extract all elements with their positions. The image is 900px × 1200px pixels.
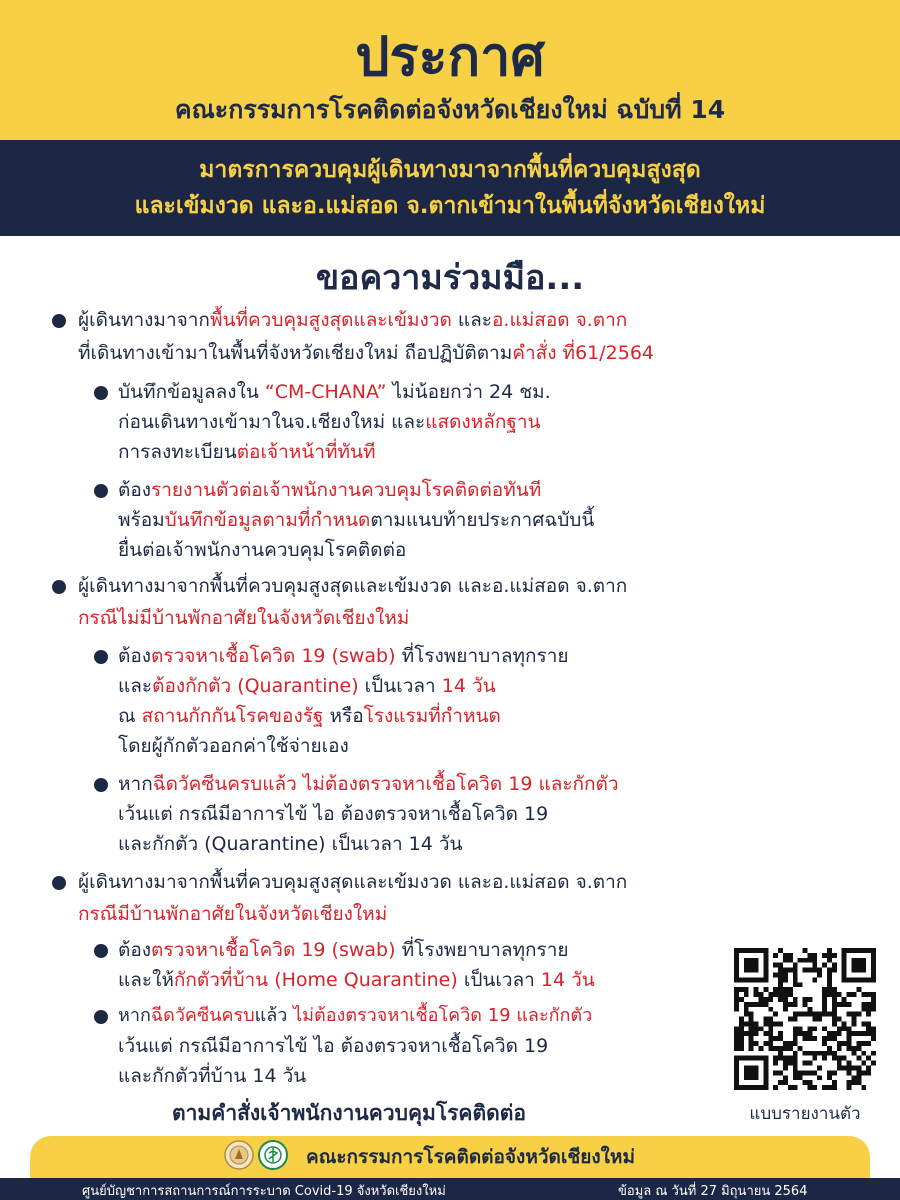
section1-sub1-line3 [118,438,376,466]
text: และให้ [118,969,174,991]
highlight: บันทึกข้อมูลตามที่กำหนด [164,509,371,531]
text: ที่โรงพยาบาลทุกราย [395,645,569,667]
section1-line2 [78,339,654,367]
section2-sub1-line2 [118,672,496,700]
section1-sub2-line3: ยื่นต่อเจ้าพนักงานควบคุมโรคติดต่อ [118,539,407,561]
section3-sub2-line1 [118,1002,592,1030]
bullet-icon [94,386,108,400]
text: หาก [118,773,153,795]
text: ก่อนเดินทางเข้ามาในจ.เชียงใหม่ และ [118,411,426,433]
text: ที่เดินทางเข้ามาในพื้นที่จังหวัดเชียงใหม่ ถือปฏิบัติตาม [78,342,513,364]
highlight: สถานกักกันโรคของรัฐ [141,705,324,727]
section1-sub2-line1 [118,476,541,504]
highlight: 14 วัน [441,675,496,697]
section2-sub2-line2: เว้นแต่ กรณีมีอาการไข้ ไอ ต้องตรวจหาเชื้อโควิด 19 [118,803,549,825]
text: หาก [118,1005,151,1026]
header-banner [0,0,900,140]
bullet-icon [94,778,108,792]
section2-line1: ผู้เดินทางมาจากพื้นที่ควบคุมสูงสุดและเข้มงวด และอ.แม่สอด จ.ตาก [78,575,628,597]
highlight: ตรวจหาเชื้อโควิด 19 (swab) [151,645,396,667]
highlight: “CM-CHANA” [264,381,387,403]
highlight: ตรวจหาเชื้อโควิด 19 (swab) [151,939,396,961]
text: ต้อง [118,645,152,667]
text: แล้ว [254,1005,294,1026]
highlight: พื้นที่ควบคุมสูงสุดและเข้มงวด [209,309,452,331]
highlight: ไม่ต้องตรวจหาเชื้อโควิด 19 และกักตัว [293,1005,593,1026]
bullet-icon [94,944,108,958]
footer-center-name: ศูนย์บัญชาการสถานการณ์การระบาด Covid-19 จังหวัดเชียงใหม่ [82,1184,446,1199]
page-title: ประกาศ [355,25,545,88]
closing-line: ตามคำสั่งเจ้าพนักงานควบคุมโรคติดต่อ [172,1101,526,1125]
text: ตามแนบท้ายประกาศฉบับนี้ [370,509,595,531]
ministry-health-icon [258,1140,288,1170]
section3-sub1-line1 [118,936,569,964]
section2-sub1-line1 [118,642,569,670]
text: การลงทะเบียน [118,441,237,463]
section2-sub2-line1 [118,770,619,798]
bullet-icon [52,314,66,328]
bullet-icon [52,580,66,594]
section3-sub2-line3: และกักตัวที่บ้าน 14 วัน [118,1065,307,1087]
section2-line2: กรณีไม่มีบ้านพักอาศัยในจังหวัดเชียงใหม่ [78,607,410,629]
bullet-icon [94,650,108,664]
text: ต้อง [118,479,152,501]
footer-date: ข้อมูล ณ วันที่ 27 มิถุนายน 2564 [618,1184,808,1199]
highlight: 14 วัน [540,969,595,991]
qr-code-icon[interactable] [734,948,876,1090]
highlight: กักตัวที่บ้าน (Home Quarantine) [173,969,458,991]
bullet-icon [94,1010,108,1024]
text: ต้อง [118,939,152,961]
text: ที่โรงพยาบาลทุกราย [395,939,569,961]
highlight: ต่อเจ้าหน้าที่ทันที [236,441,376,463]
section1-sub1-line2 [118,408,541,436]
section2-sub2-line3: และกักตัว (Quarantine) เป็นเวลา 14 วัน [118,833,463,855]
text: เป็นเวลา [358,675,442,697]
highlight: ต้องกักตัว (Quarantine) [152,675,359,697]
text: และ [451,309,492,331]
page-subtitle: คณะกรรมการโรคติดต่อจังหวัดเชียงใหม่ ฉบับที่ 14 [174,95,726,124]
section1-line1 [78,306,627,334]
bullet-icon [94,484,108,498]
section2-sub1-line3 [118,702,501,730]
section3-line1: ผู้เดินทางมาจากพื้นที่ควบคุมสูงสุดและเข้มงวด และอ.แม่สอด จ.ตาก [78,871,628,893]
footer-org-name: คณะกรรมการโรคติดต่อจังหวัดเชียงใหม่ [306,1146,635,1168]
bullet-icon [52,876,66,890]
highlight: แสดงหลักฐาน [425,411,541,433]
measure-line-2: และเข้มงวด และอ.แม่สอด จ.ตากเข้ามาในพื้นที่จังหวัดเชียงใหม่ [134,193,766,219]
section3-sub2-line2: เว้นแต่ กรณีมีอาการไข้ ไอ ต้องตรวจหาเชื้อโควิด 19 [118,1035,549,1057]
appeal-heading: ขอความร่วมมือ... [315,258,585,298]
text: ไม่น้อยกว่า 24 ชม. [386,381,551,403]
text: พร้อม [118,509,165,531]
section1-sub1-line1 [118,378,551,406]
highlight: รายงานตัวต่อเจ้าพนักงานควบคุมโรคติดต่อทันที [151,479,542,501]
section3-line2: กรณีมีบ้านพักอาศัยในจังหวัดเชียงใหม่ [78,903,388,925]
highlight: คำสั่ง ที่61/2564 [512,342,654,364]
measure-banner [0,140,900,236]
highlight: โรงแรมที่กำหนด [363,705,501,727]
highlight: ฉีดวัคซีนครบ [150,1005,255,1026]
text: ผู้เดินทางมาจาก [78,309,210,331]
section2-sub1-line4: โดยผู้กักตัวออกค่าใช้จ่ายเอง [118,735,349,757]
text: และ [118,675,153,697]
qr-caption: แบบรายงานตัว [749,1104,861,1124]
highlight: ฉีดวัคซีนครบแล้ว ไม่ต้องตรวจหาเชื้อโควิด 19 และกักตัว [152,773,619,795]
section3-sub1-line2 [118,966,595,994]
text: บันทึกข้อมูลลงใน [118,381,265,403]
text: หรือ [323,705,364,727]
provincial-seal-icon [224,1140,254,1170]
section1-sub2-line2 [118,506,594,534]
highlight: อ.แม่สอด จ.ตาก [492,309,628,331]
text: เป็นเวลา [457,969,541,991]
measure-line-1: มาตรการควบคุมผู้เดินทางมาจากพื้นที่ควบคุมสูงสุด [199,157,701,183]
text: ณ [118,705,142,727]
